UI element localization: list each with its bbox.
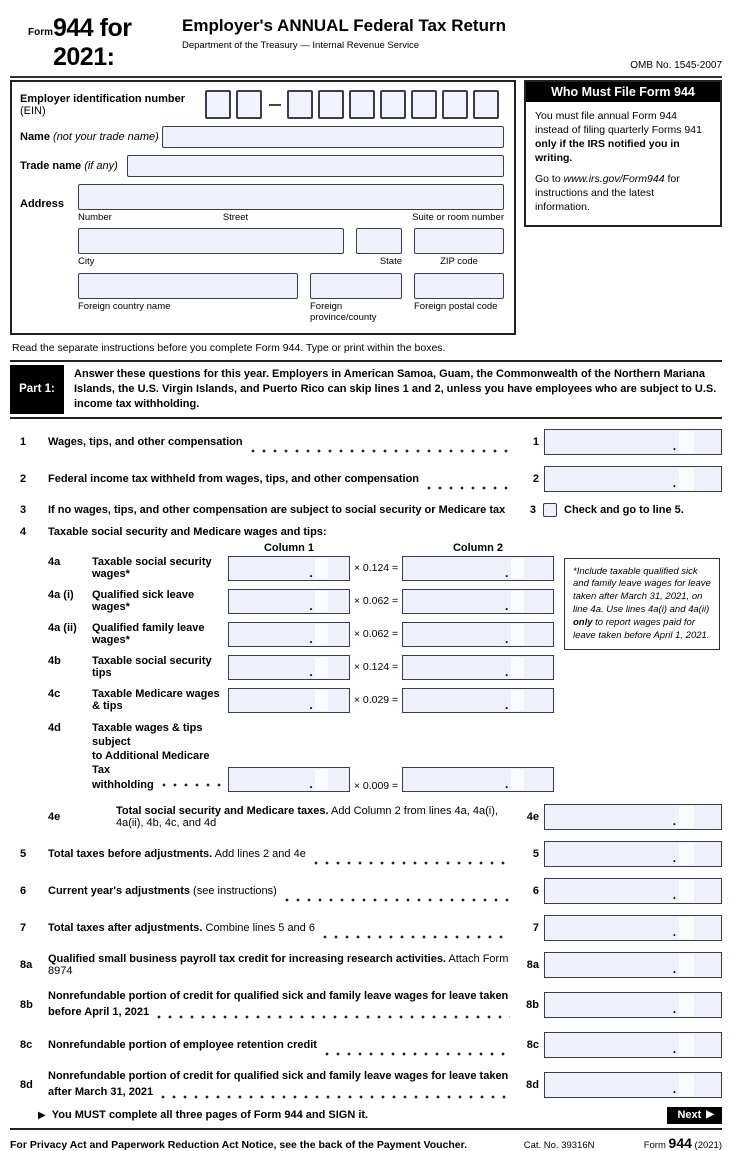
- decimal-point: .: [672, 925, 677, 940]
- zip-label: ZIP code: [440, 256, 478, 267]
- line8c-label: Nonrefundable portion of employee retention credit: [48, 1038, 317, 1051]
- page-title: Employer's ANNUAL Federal Tax Return: [182, 16, 506, 35]
- decimal-point: .: [309, 777, 313, 792]
- part1-text: Answer these questions for this year. Employers in American Samoa, Guam, the Commonwealth of the Northern Mariana Islands, the U.S. Virgin Islands, and Puerto Rico can skip lines 1 and 2, unless you have employees who are subject to U.S. income tax withholding.: [74, 368, 717, 410]
- line4ai-col2-input[interactable]: [402, 589, 554, 614]
- line1-tag: 1: [532, 435, 539, 448]
- ein-input-group: [205, 90, 504, 119]
- line4c-col1-input[interactable]: [228, 688, 350, 713]
- state-label: State: [379, 256, 402, 267]
- decimal-point: .: [672, 1041, 677, 1056]
- name-input[interactable]: [162, 126, 504, 148]
- name-label: Name (not your trade name): [20, 131, 159, 143]
- cents-divider: [511, 657, 524, 678]
- cents-divider: [679, 468, 694, 490]
- cents-divider: [679, 1074, 694, 1096]
- line4a-col2-input[interactable]: [402, 556, 554, 581]
- line8c-tag: 8c: [526, 1038, 539, 1051]
- line7-number: 7: [20, 922, 27, 935]
- line1-label: Wages, tips, and other compensation: [48, 435, 243, 448]
- ein-digit-box[interactable]: [473, 90, 499, 119]
- line6-amount-input[interactable]: [544, 878, 722, 904]
- line8b-label-line1: Nonrefundable portion of credit for qualified sick and family leave wages for leave taken: [48, 990, 509, 1003]
- privacy-notice: For Privacy Act and Paperwork Reduction Act Notice, see the back of the Payment Voucher.: [10, 1138, 468, 1151]
- line8b-row: [10, 989, 722, 1021]
- line4d-label-line1: Taxable wages & tips subject: [92, 721, 203, 748]
- dot-leader: [162, 778, 228, 789]
- line4-label: Taxable social security and Medicare wages and tips:: [48, 525, 327, 538]
- dot-leader: [251, 443, 510, 455]
- who-must-file-box: [524, 80, 722, 227]
- ein-digit-box[interactable]: [318, 90, 344, 119]
- decimal-point: .: [505, 777, 509, 792]
- cents-divider: [679, 994, 694, 1016]
- page-footer: [10, 1128, 722, 1151]
- ein-dash: [269, 104, 281, 106]
- form-number-block: [10, 14, 182, 72]
- cents-divider: [315, 624, 328, 645]
- next-arrow-icon: ▶: [706, 1109, 714, 1121]
- dot-leader: [161, 1089, 510, 1101]
- line8d-amount-input[interactable]: [544, 1072, 722, 1098]
- line8b-tag: 8b: [526, 998, 539, 1011]
- line8c-number: 8c: [20, 1038, 33, 1051]
- form-header: [10, 14, 722, 78]
- ein-digit-box[interactable]: [411, 90, 437, 119]
- trade-name-label: Trade name (if any): [20, 160, 118, 172]
- line8b-amount-input[interactable]: [544, 992, 722, 1018]
- line1-number: 1: [20, 435, 27, 448]
- cents-divider: [679, 1034, 694, 1056]
- line7-amount-input[interactable]: [544, 915, 722, 941]
- city-label: City: [78, 256, 95, 267]
- number-label: Number: [78, 212, 112, 223]
- line1-amount-input[interactable]: [544, 429, 722, 455]
- omb-number: OMB No. 1545-2007: [630, 60, 722, 71]
- city-input[interactable]: [78, 228, 344, 254]
- line6-tag: 6: [532, 885, 539, 898]
- line4d-label-line2: to Additional Medicare Tax: [92, 750, 210, 777]
- decimal-point: .: [505, 664, 509, 679]
- department-line: Department of the Treasury — Internal Revenue Service: [182, 40, 420, 51]
- who-must-file-paragraph-2: Go to www.irs.gov/Form944 for instructions and the latest information.: [535, 173, 680, 214]
- cents-divider: [511, 624, 524, 645]
- decimal-point: .: [672, 1081, 677, 1096]
- line2-label: Federal income tax withheld from wages, tips, and other compensation: [48, 472, 420, 485]
- line4b-col1-input[interactable]: [228, 655, 350, 680]
- irs-form944-link[interactable]: www.irs.gov/Form944: [563, 173, 665, 186]
- pointer-arrow-icon: ▶: [38, 1109, 46, 1121]
- line4ai-number: 4a (i): [48, 589, 74, 602]
- dot-leader: [314, 855, 510, 867]
- line5-row: [10, 841, 722, 867]
- foreign-postal-label: Foreign postal code: [414, 301, 498, 312]
- dot-leader: [285, 892, 510, 904]
- line8a-label: Qualified small business payroll tax credit for increasing research activities. Attach Form 8974: [48, 953, 509, 978]
- part1-header: [10, 360, 722, 419]
- line4c-row: [10, 688, 722, 713]
- line6-number: 6: [20, 885, 27, 898]
- line2-row: [10, 466, 722, 492]
- line5-tag: 5: [532, 848, 539, 861]
- line4-row: [10, 526, 722, 538]
- line4b-col2-input[interactable]: [402, 655, 554, 680]
- line1-row: [10, 429, 722, 455]
- decimal-point: .: [505, 631, 509, 646]
- foreign-province-label: Foreign province/county: [310, 301, 377, 323]
- ein-digit-box[interactable]: [442, 90, 468, 119]
- line5-amount-input[interactable]: [544, 841, 722, 867]
- line4a-number: 4a: [48, 556, 61, 569]
- line3-check-label: Check and go to line 5.: [564, 503, 684, 516]
- line3-checkbox[interactable]: [543, 503, 557, 517]
- column1-header: Column 1: [263, 541, 315, 554]
- part1-tag: Part 1:: [10, 365, 64, 414]
- decimal-point: .: [309, 664, 313, 679]
- must-complete-text: You MUST complete all three pages of Form 944 and SIGN it.: [51, 1109, 369, 1122]
- read-instructions-note: Read the separate instructions before you complete Form 944. Type or print within the boxes.: [12, 342, 446, 354]
- line4a-col1-input[interactable]: [228, 556, 350, 581]
- line8d-number: 8d: [20, 1078, 33, 1091]
- cents-divider: [679, 843, 694, 865]
- decimal-point: .: [309, 598, 313, 613]
- decimal-point: .: [309, 565, 313, 580]
- line8a-row: [10, 952, 722, 978]
- line4d-col2-input[interactable]: [402, 767, 554, 792]
- who-must-file-title: Who Must File Form 944: [526, 82, 720, 102]
- line8d-row: [10, 1069, 722, 1101]
- line4c-col2-input[interactable]: [402, 688, 554, 713]
- column2-header: Column 2: [452, 541, 504, 554]
- line4ai-label: Qualified sick leave wages*: [92, 589, 195, 614]
- cents-divider: [511, 690, 524, 711]
- line4ai-multiplier: × 0.062 =: [353, 595, 399, 608]
- zip-input[interactable]: [414, 228, 504, 254]
- decimal-point: .: [672, 1001, 677, 1016]
- line4d-label-line3: withholding: [92, 778, 154, 791]
- cents-divider: [315, 657, 328, 678]
- cents-divider: [315, 690, 328, 711]
- line4b-multiplier: × 0.124 =: [353, 661, 399, 674]
- line4e-row: [10, 804, 722, 830]
- decimal-point: .: [672, 475, 677, 490]
- form-word: Form: [28, 27, 53, 38]
- foreign-postal-input[interactable]: [414, 273, 504, 299]
- catalog-number: Cat. No. 39316N: [523, 1139, 595, 1151]
- dot-leader: [157, 1009, 510, 1021]
- line2-amount-input[interactable]: [544, 466, 722, 492]
- line8d-label-line2: after March 31, 2021: [48, 1085, 154, 1098]
- ein-digit-box[interactable]: [236, 90, 262, 119]
- decimal-point: .: [672, 814, 677, 829]
- line7-row: [10, 915, 722, 941]
- state-input[interactable]: [356, 228, 402, 254]
- employer-info-box: [10, 80, 516, 335]
- line4aii-number: 4a (ii): [48, 622, 77, 635]
- line7-tag: 7: [532, 922, 539, 935]
- cents-divider: [679, 954, 694, 976]
- cents-divider: [511, 558, 524, 579]
- line6-label: Current year's adjustments (see instructions): [48, 885, 277, 898]
- street-label: Street: [222, 212, 249, 223]
- line4-number: 4: [20, 525, 27, 538]
- must-complete-row: [10, 1107, 722, 1124]
- line3-tag: 3: [529, 503, 536, 516]
- address-label: Address: [20, 198, 65, 210]
- line4aii-col2-input[interactable]: [402, 622, 554, 647]
- line4d-col1-input[interactable]: [228, 767, 350, 792]
- line4b-number: 4b: [48, 655, 61, 668]
- trade-name-input[interactable]: [127, 155, 504, 177]
- line4a-multiplier: × 0.124 =: [353, 562, 399, 575]
- line4c-number: 4c: [48, 688, 61, 701]
- line4aii-label: Qualified family leave wages*: [92, 622, 205, 647]
- line3-number: 3: [20, 503, 27, 516]
- ein-label: Employer identification number (EIN): [20, 92, 186, 117]
- line4ai-col1-input[interactable]: [228, 589, 350, 614]
- ein-digit-box[interactable]: [349, 90, 375, 119]
- dot-leader: [323, 929, 510, 941]
- line4e-tag: 4e: [526, 811, 539, 824]
- line8b-number: 8b: [20, 998, 33, 1011]
- line4b-row: [10, 655, 722, 680]
- decimal-point: .: [672, 962, 677, 977]
- line5-number: 5: [20, 848, 27, 861]
- line4d-number: 4d: [48, 721, 61, 734]
- line5-label: Total taxes before adjustments. Add lines 2 and 4e: [48, 848, 306, 861]
- cents-divider: [679, 880, 694, 902]
- line8a-number: 8a: [20, 959, 33, 972]
- line8d-tag: 8d: [526, 1078, 539, 1091]
- decimal-point: .: [505, 598, 509, 613]
- foreign-country-label: Foreign country name: [78, 301, 171, 312]
- cents-divider: [679, 806, 694, 828]
- line4d-multiplier: × 0.009 =: [353, 780, 399, 793]
- decimal-point: .: [672, 888, 677, 903]
- line3-label: If no wages, tips, and other compensation are subject to social security or Medicare tax: [48, 503, 506, 516]
- decimal-point: .: [505, 565, 509, 580]
- line4a-label: Taxable social security wages*: [92, 556, 212, 581]
- foreign-country-input[interactable]: [78, 273, 298, 299]
- dot-leader: [427, 480, 510, 492]
- cents-divider: [679, 917, 694, 939]
- form-number: 944 for 2021:: [53, 14, 132, 71]
- cents-divider: [511, 591, 524, 612]
- line8a-tag: 8a: [526, 959, 539, 972]
- cents-divider: [679, 431, 694, 453]
- form-footer-id: Form 944 (2021): [643, 1134, 722, 1151]
- line4e-number: 4e: [48, 811, 61, 824]
- cents-divider: [315, 769, 328, 790]
- dot-leader: [325, 1046, 510, 1058]
- line3-row: [10, 503, 722, 517]
- line8a-amount-input[interactable]: [544, 952, 722, 978]
- foreign-province-input[interactable]: [310, 273, 402, 299]
- line4c-multiplier: × 0.029 =: [353, 694, 399, 707]
- line2-number: 2: [20, 472, 27, 485]
- line8d-label-line1: Nonrefundable portion of credit for qualified sick and family leave wages for leave taken: [48, 1069, 509, 1082]
- cents-divider: [315, 591, 328, 612]
- ein-digit-box[interactable]: [287, 90, 313, 119]
- line6-row: [10, 878, 722, 904]
- line4d-row: [10, 721, 722, 792]
- line4e-amount-input[interactable]: [544, 804, 722, 830]
- decimal-point: .: [505, 697, 509, 712]
- next-button[interactable]: Next ▶: [667, 1107, 722, 1124]
- decimal-point: .: [672, 851, 677, 866]
- line7-label: Total taxes after adjustments. Combine lines 5 and 6: [48, 922, 315, 935]
- street-address-input[interactable]: [78, 184, 504, 210]
- line4aii-multiplier: × 0.062 =: [353, 628, 399, 641]
- line4-footnote: *Include taxable qualified sick and family leave wages for leave taken after March 31, 2021, on line 4a. Use lines 4a(i) and 4a(ii) only to report wages paid for leave taken before April 1, 2021.: [564, 558, 720, 651]
- line8b-label-line2: before April 1, 2021: [48, 1005, 150, 1018]
- line4e-label: Total social security and Medicare taxes. Add Column 2 from lines 4a, 4a(i), 4a(ii), 4b, 4c, and 4d: [116, 805, 498, 830]
- line2-tag: 2: [532, 472, 539, 485]
- line4b-label: Taxable social security tips: [92, 655, 212, 680]
- decimal-point: .: [309, 631, 313, 646]
- suite-label: Suite or room number: [412, 212, 504, 223]
- ein-digit-box[interactable]: [380, 90, 406, 119]
- line4-group: [10, 542, 722, 792]
- ein-digit-box[interactable]: [205, 90, 231, 119]
- decimal-point: .: [309, 697, 313, 712]
- cents-divider: [315, 558, 328, 579]
- line4aii-col1-input[interactable]: [228, 622, 350, 647]
- line8c-row: [10, 1032, 722, 1058]
- decimal-point: .: [672, 438, 677, 453]
- line4c-label: Taxable Medicare wages & tips: [92, 688, 220, 713]
- who-must-file-paragraph-1: You must file annual Form 944 instead of filing quarterly Forms 941 only if the IRS notified you in writing.: [535, 110, 702, 164]
- line8c-amount-input[interactable]: [544, 1032, 722, 1058]
- cents-divider: [511, 769, 524, 790]
